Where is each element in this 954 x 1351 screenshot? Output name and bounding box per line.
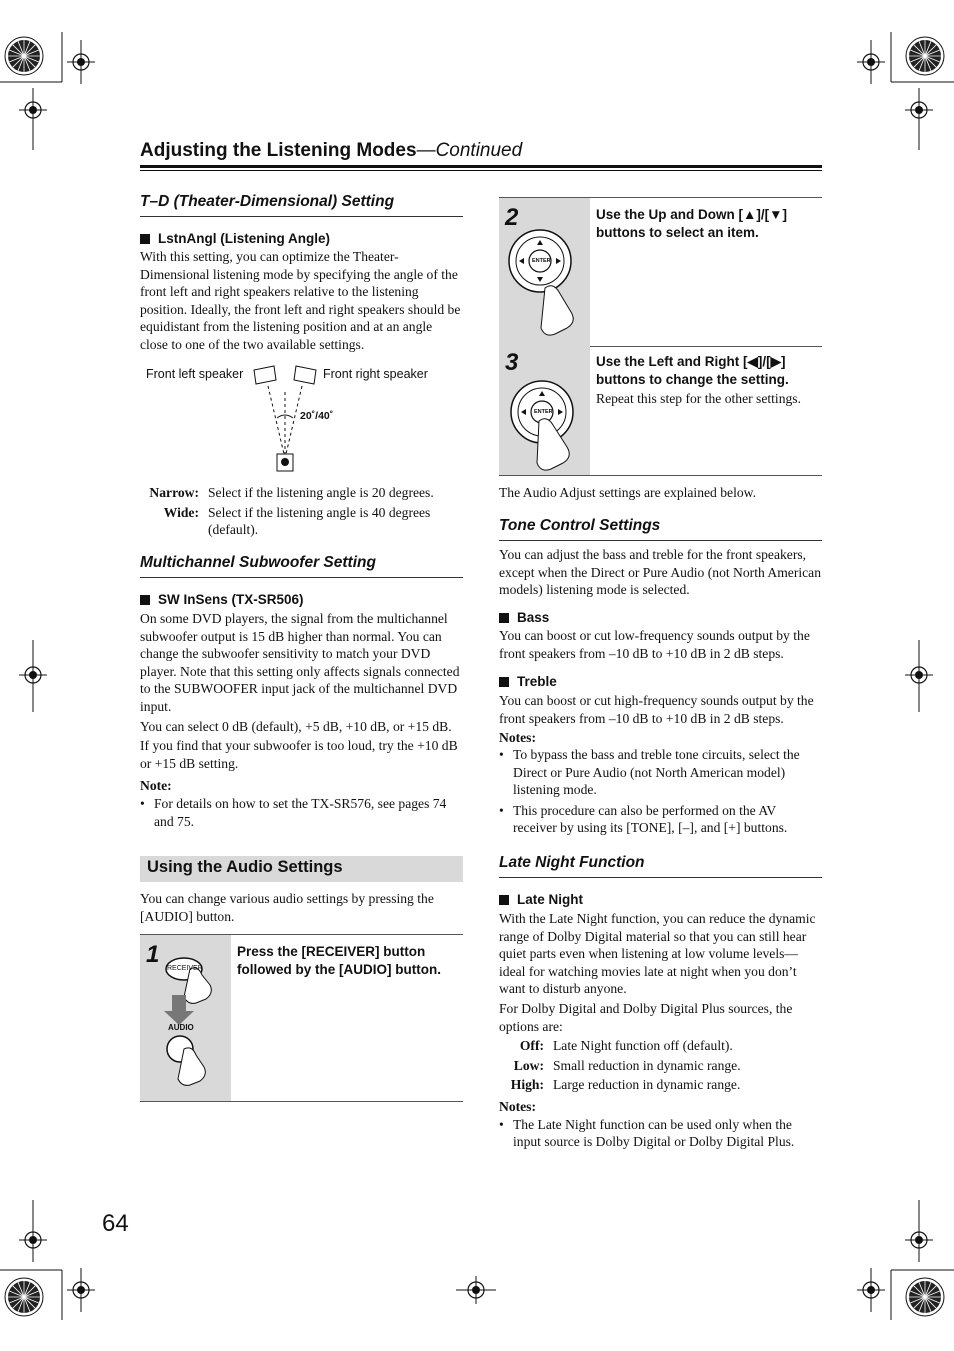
subwoofer-heading: Multichannel Subwoofer Setting (140, 554, 376, 571)
td-paragraph: With this setting, you can optimize the Theater-Dimensional listening mode by specifying the angle of the front left and right speakers relative to the listening position. Ideally, the front left and right speakers should be equidistant from the listening position and at an angle close to one of the two available settings. (140, 249, 461, 352)
late-night-heading-rule (499, 877, 822, 878)
late-night-body: With the Late Night function, you can reduce the dynamic range of Dolby Digital material so that you can still hear quiet parts even when listening at low volume levels—ideal for watching movies late at night when you don’t want to disturb anyone. For Dolby Digital and Dolby Digital Plus sources, the options are: Off: Late Night function off (default). Low: Small reduction in dynamic range. High: Large reduction in dynamic range. Notes: • The Late Night function can be used only when the input source is Dolby Digital or Dolby Digital Plus. (499, 910, 822, 1154)
angle-definitions (140, 484, 463, 539)
bass-subheading: Bass (499, 610, 549, 625)
subwoofer-heading-rule (140, 577, 463, 578)
page-header (140, 140, 522, 162)
front-right-speaker-icon (294, 366, 316, 384)
td-subheading: LstnAngl (Listening Angle) (140, 231, 330, 246)
late-night-high: High: Large reduction in dynamic range. (510, 1077, 741, 1093)
step-1-box (140, 934, 463, 1102)
treble-paragraph: You can boost or cut high-frequency sounds output by the front speakers from –10 dB to +10 dB in 2 dB steps. (499, 693, 814, 726)
late-night-low: Low: Small reduction in dynamic range. (513, 1057, 741, 1073)
late-night-off: Off: Late Night function off (default). (519, 1038, 733, 1054)
tone-notes: Notes: • To bypass the bass and treble tone circuits, select the Direct or Pure Audio (not North American model) listening mode. • This procedure can also be performed on the AV receiver by using its [TONE], [–], and [+] buttons. (499, 730, 822, 840)
page-number: 64 (102, 1210, 129, 1237)
treble-subheading: Treble (499, 674, 557, 689)
late-night-subheading: Late Night (499, 892, 583, 907)
tone-heading-rule (499, 540, 822, 541)
header-title: Adjusting the Listening Modes (140, 140, 417, 161)
step-3-box (499, 345, 822, 476)
step-2-illustration: 2 ENTER (499, 198, 590, 346)
angle-label: 20˚/40˚ (300, 410, 334, 422)
step-2-text: Use the Up and Down [▲]/[▼] buttons to select an item. (596, 207, 787, 240)
header-rule-thin (140, 170, 822, 171)
step-3-illustration: 3 ENTER (499, 345, 590, 475)
step-2-box (499, 197, 822, 347)
td-heading: T–D (Theater-Dimensional) Setting (140, 193, 395, 210)
front-left-label: Front left speaker (146, 367, 244, 381)
tone-paragraph: You can adjust the bass and treble for the front speakers, except when the Direct or Pure Audio (not North American models) listening mode is selected. (499, 547, 822, 598)
td-heading-rule (140, 216, 463, 217)
step-3-text: Use the Left and Right [◀]/[▶] buttons to change the setting. (596, 354, 789, 387)
audio-intro: You can change various audio settings by pressing the [AUDIO] button. (140, 891, 434, 924)
bass-paragraph: You can boost or cut low-frequency sounds output by the front speakers from –10 dB to +10 dB in 2 dB steps. (499, 628, 810, 661)
pointing-hand-icon (541, 286, 573, 335)
header-rule (140, 165, 822, 168)
step-1-illustration: 1 RECEIVER AUDIO (140, 935, 231, 1101)
front-left-speaker-icon (254, 366, 276, 384)
corner-mark-bottom-left (0, 1200, 95, 1320)
corner-mark-top-right (857, 32, 954, 150)
audio-adjust-intro: The Audio Adjust settings are explained below. (499, 485, 756, 500)
audio-settings-banner: Using the Audio Settings (140, 856, 463, 882)
subwoofer-body: On some DVD players, the signal from the multichannel subwoofer output is 15 dB higher than normal. You can change the subwoofer sensitivity to match your DVD player. Note that this setting only affects signals connected to the SUBWOOFER input jack of the multichannel DVD input. You can select 0 dB (default), +5 dB, +10 dB, or +15 dB. If you find that your subwoofer is too loud, try the +10 dB or +15 dB setting. Note: • For details on how to set the TX-SR576, see pages 74 and 75. (140, 610, 463, 833)
front-right-label: Front right speaker (323, 367, 428, 381)
header-continued: —Continued (416, 140, 523, 161)
step-1-text: Press the [RECEIVER] button followed by the [AUDIO] button. (237, 944, 441, 977)
tone-heading: Tone Control Settings (499, 517, 661, 534)
subwoofer-subheading: SW InSens (TX-SR506) (140, 592, 304, 607)
corner-mark-top-left (0, 32, 95, 150)
corner-mark-bottom-right (857, 1200, 954, 1320)
step-3-subtext: Repeat this step for the other settings. (596, 391, 801, 406)
late-night-heading: Late Night Function (499, 854, 645, 871)
wide-definition: Wide: Select if the listening angle is 40 degrees (default). (163, 504, 431, 538)
narrow-definition: Narrow: Select if the listening angle is 20 degrees. (149, 485, 434, 500)
